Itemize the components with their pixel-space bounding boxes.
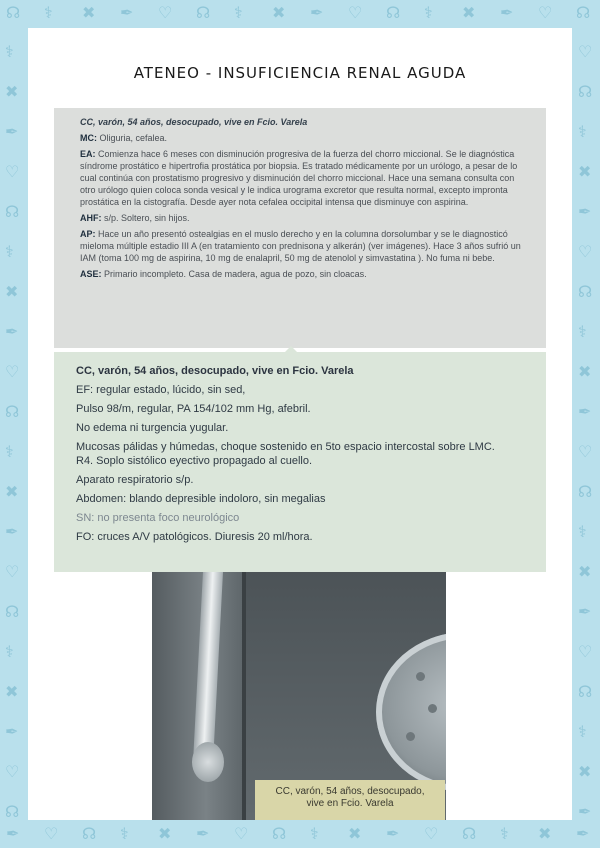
heart-icon: ♡ [44,824,59,843]
femur-head [192,742,224,782]
ase-label: ASE: [80,269,102,279]
lytic-lesion [406,732,415,741]
stethoscope-icon: ☊ [462,824,477,843]
page-title: ATENEO - INSUFICIENCIA RENAL AGUDA [133,64,467,82]
bandage-icon: ✖ [578,762,592,781]
caduceus-icon: ⚕ [424,3,433,22]
stethoscope-icon: ☊ [5,402,20,421]
exam-line: Aparato respiratorio s/p. [76,474,194,486]
stethoscope-icon: ☊ [576,3,591,22]
caduceus-icon: ⚕ [578,322,587,341]
syringe-icon: ✒ [576,824,590,843]
xray-images [152,572,446,820]
caption-line: CC, varón, 54 años, desocupado, [275,786,425,797]
ea-paragraph [80,148,532,208]
syringe-icon: ✒ [500,3,514,22]
ea-label: EA: [80,149,96,159]
exam-line: EF: regular estado, lúcido, sin sed, [76,384,246,396]
stethoscope-icon: ☊ [5,802,20,821]
heart-icon: ♡ [348,3,363,22]
skull-image [376,632,446,792]
heart-icon: ♡ [5,562,20,581]
bandage-icon: ✖ [578,362,592,381]
syringe-icon: ✒ [578,202,592,221]
caduceus-icon: ⚕ [578,522,587,541]
heart-icon: ♡ [578,242,593,261]
bandage-icon: ✖ [272,3,286,22]
caption-line: vive en Fcio. Varela [306,798,394,809]
mc-text: Oliguria, cefalea. [99,133,168,143]
exam-line: No edema ni turgencia yugular. [76,422,229,434]
stethoscope-icon: ☊ [196,3,211,22]
syringe-icon: ✒ [5,322,19,341]
bandage-icon: ✖ [348,824,362,843]
heart-icon: ♡ [578,442,593,461]
syringe-icon: ✒ [578,402,592,421]
exam-line: Abdomen: blando depresible indoloro, sin megalias [76,493,326,505]
bandage-icon: ✖ [578,162,592,181]
exam-line: SN: no presenta foco neurológico [76,512,240,524]
caduceus-icon: ⚕ [5,242,14,261]
bandage-icon: ✖ [82,3,96,22]
ap-text: Hace un año presentó ostealgias en el muslo derecho y en la columna dorsolumbar y se le diagnosticó mieloma múltiple estadio III A (en tratamiento con prednisona y alkerán) (ver imágenes). Hace 3 años sufrió un IAM (toma 100 mg de aspirina, 10 mg de enalapril, 50 mg de atenolol y simvastatina ). No fuma ni bebe. [80,229,521,263]
stethoscope-icon: ☊ [386,3,401,22]
stethoscope-icon: ☊ [5,602,20,621]
bandage-icon: ✖ [462,3,476,22]
stethoscope-icon: ☊ [578,282,593,301]
ahf-paragraph [80,212,532,224]
mc-paragraph [80,132,532,144]
caduceus-icon: ⚕ [500,824,509,843]
syringe-icon: ✒ [310,3,324,22]
heart-icon: ♡ [578,642,593,661]
heart-icon: ♡ [234,824,249,843]
caduceus-icon: ⚕ [234,3,243,22]
syringe-icon: ✒ [5,722,19,741]
lytic-lesion [416,672,425,681]
slide-pointer [284,346,298,353]
exam-line: FO: cruces A/V patológicos. Diuresis 20 ml/hora. [76,531,313,543]
heart-icon: ♡ [538,3,553,22]
slide-physical-exam [54,352,546,572]
document-sheet [28,28,572,820]
bandage-icon: ✖ [158,824,172,843]
slide-heading: CC, varón, 54 años, desocupado, vive en Fcio. Varela [76,365,354,377]
stethoscope-icon: ☊ [272,824,287,843]
caduceus-icon: ⚕ [578,722,587,741]
bandage-icon: ✖ [5,82,19,101]
syringe-icon: ✒ [578,802,592,821]
syringe-icon: ✒ [120,3,134,22]
ase-paragraph [80,268,532,280]
bandage-icon: ✖ [5,682,19,701]
ea-text: Comienza hace 6 meses con disminución progresiva de la fuerza del chorro miccional. Se le diagnóstica síndrome prostático e hipertrofia prostática por biopsia. Es tratado médicamente por un urólogo, a pesar de lo cual continúa con prostatismo progresivo y disminución del chorro miccional. Hace una semana consulta con otro urólogo quien coloca sonda vesical y le indica urograma excretor que resulta normal, excepto impronta prostática en la cistografía. Desde ayer nota cefalea occipital intensa que disminuye con aspirina. [80,149,518,207]
femur-xray [152,572,242,820]
lytic-lesion [428,704,437,713]
heart-icon: ♡ [158,3,173,22]
xray-caption [255,780,445,820]
caduceus-icon: ⚕ [5,442,14,461]
heart-icon: ♡ [5,162,20,181]
syringe-icon: ✒ [386,824,400,843]
caduceus-icon: ⚕ [5,642,14,661]
bandage-icon: ✖ [578,562,592,581]
exam-line: Mucosas pálidas y húmedas, choque sostenido en 5to espacio intercostal sobre LMC. [76,441,495,453]
stethoscope-icon: ☊ [578,682,593,701]
bandage-icon: ✖ [5,282,19,301]
stethoscope-icon: ☊ [5,202,20,221]
ap-paragraph [80,228,532,264]
bandage-icon: ✖ [538,824,552,843]
stethoscope-icon: ☊ [578,482,593,501]
caduceus-icon: ⚕ [44,3,53,22]
ase-text: Primario incompleto. Casa de madera, agua de pozo, sin cloacas. [104,269,367,279]
exam-line: R4. Soplo sistólico eyectivo propagado al cuello. [76,455,313,467]
heart-icon: ♡ [578,42,593,61]
slide-heading: CC, varón, 54 años, desocupado, vive en Fcio. Varela [80,117,308,127]
caduceus-icon: ⚕ [310,824,319,843]
heart-icon: ♡ [5,362,20,381]
syringe-icon: ✒ [196,824,210,843]
syringe-icon: ✒ [5,522,19,541]
syringe-icon: ✒ [6,824,20,843]
stethoscope-icon: ☊ [82,824,97,843]
syringe-icon: ✒ [578,602,592,621]
slide-anamnesis [54,108,546,348]
heart-icon: ♡ [424,824,439,843]
syringe-icon: ✒ [5,122,19,141]
ap-label: AP: [80,229,96,239]
heart-icon: ♡ [5,762,20,781]
stethoscope-icon: ☊ [578,82,593,101]
stethoscope-icon: ☊ [6,3,21,22]
caduceus-icon: ⚕ [5,42,14,61]
ahf-label: AHF: [80,213,102,223]
bandage-icon: ✖ [5,482,19,501]
ahf-text: s/p. Soltero, sin hijos. [104,213,190,223]
exam-line: Pulso 98/m, regular, PA 154/102 mm Hg, afebril. [76,403,311,415]
caduceus-icon: ⚕ [578,122,587,141]
mc-label: MC: [80,133,97,143]
caduceus-icon: ⚕ [120,824,129,843]
